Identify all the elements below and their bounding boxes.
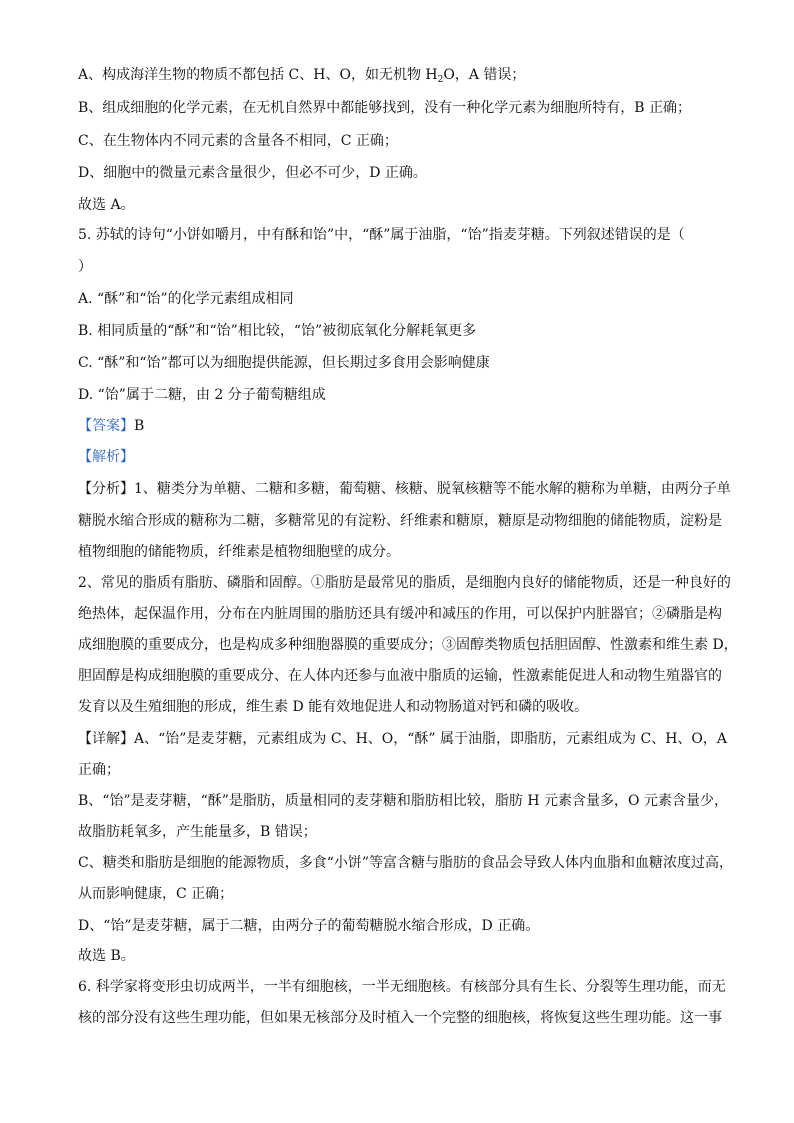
answer-value: B	[134, 418, 145, 434]
text-line: 【详解】A、“饴”是麦芽糖，元素组成为 C、H、O，“酥” 属于油脂，即脂肪，元素组成为 C、H、O，A	[78, 731, 727, 747]
text-line: 故脂肪耗氧多，产生能量多，B 错误；	[78, 824, 317, 840]
option-c: C. “酥”和“饴”都可以为细胞提供能源，但长期过多食用会影响健康	[78, 355, 490, 371]
text-line: C、在生物体内不同元素的含量各不相同，C 正确；	[78, 133, 398, 149]
text-segment: A、构成海洋生物的物质不都包括 C、H、O，如无机物 H	[78, 67, 438, 83]
text-line: C、糖类和脂肪是细胞的能源物质，多食“小饼”等富含糖与脂肪的食品会导致人体内血脂和血糖浓度过高，	[78, 855, 734, 871]
text-line: B、“饴”是麦芽糖，“酥”是脂肪，质量相同的麦芽糖和脂肪相比较，脂肪 H 元素含量多，O 元素含量少，	[78, 793, 728, 809]
text-line: 核的部分没有这些生理功能，但如果无核部分及时植入一个完整的细胞核，将恢复这些生理功能。这一事	[78, 1010, 722, 1026]
text-line	[78, 66, 718, 84]
analysis-heading	[78, 448, 718, 466]
text-line: 植物细胞的储能物质，纤维素是植物细胞壁的成分。	[78, 544, 400, 560]
text-line: 2、常见的脂质有脂肪、磷脂和固醇。①脂肪是最常见的脂质，是细胞内良好的储能物质，还是一种良好的	[78, 575, 731, 591]
text-line: 【分析】1、糖类分为单糖、二糖和多糖，葡萄糖、核糖、脱氧核糖等不能水解的糖称为单糖，由两分子单	[78, 481, 731, 497]
text-line: ）	[78, 259, 92, 275]
text-line: D、细胞中的微量元素含量很少，但必不可少，D 正确。	[78, 165, 427, 181]
text-line: 故选 A。	[78, 197, 135, 213]
text-line: 绝热体，起保温作用，分布在内脏周围的脂肪还具有缓冲和减压的作用，可以保护内脏器官；②磷脂是构	[78, 606, 722, 622]
text-line: 正确；	[78, 762, 120, 778]
text-line: 故选 B。	[78, 948, 135, 964]
answer-tag: 【答案】	[78, 418, 134, 434]
text-line: 成细胞膜的重要成分，也是构成多种细胞器膜的重要成分；③固醇类物质包括胆固醇、性激素和维生素 D，	[78, 637, 738, 653]
option-a: A. “酥”和“饴”的化学元素组成相同	[78, 291, 294, 307]
text-line: 发育以及生殖细胞的形成，维生素 D 能有效地促进人和动物肠道对钙和磷的吸收。	[78, 699, 589, 715]
text-line: B、组成细胞的化学元素，在无机自然界中都能够找到，没有一种化学元素为细胞所特有，B 正确；	[78, 100, 692, 116]
text-line: 从而影响健康，C 正确；	[78, 886, 234, 902]
subscript: 2	[437, 75, 444, 85]
text-line: 胆固醇是构成细胞膜的重要成分、在人体内还参与血液中脂质的运输，性激素能促进人和动物生殖器官的	[78, 668, 722, 684]
text-line: 糖脱水缩合形成的糖称为二糖，多糖常见的有淀粉、纤维素和糖原，糖原是动物细胞的储能物质，淀粉是	[78, 513, 722, 529]
option-d: D. “饴”属于二糖，由 2 分子葡萄糖组成	[78, 387, 326, 403]
analysis-tag: 【解析】	[78, 449, 134, 465]
question-6-stem: 6. 科学家将变形虫切成两半，一半有细胞核，一半无细胞核。有核部分具有生长、分裂等生理功能，而无	[78, 979, 726, 995]
text-line: D、“饴”是麦芽糖，属于二糖，由两分子的葡萄糖脱水缩合形成，D 正确。	[78, 918, 540, 934]
answer-line	[78, 417, 718, 435]
question-5-stem: 5. 苏轼的诗句“小饼如嚼月，中有酥和饴”中，“酥”属于油脂，“饴”指麦芽糖。下列叙述错误的是（	[78, 227, 685, 243]
option-b: B. 相同质量的“酥”和“饴”相比较，“饴”被彻底氧化分解耗氧更多	[78, 323, 477, 339]
text-segment: O，A 错误；	[443, 67, 526, 83]
